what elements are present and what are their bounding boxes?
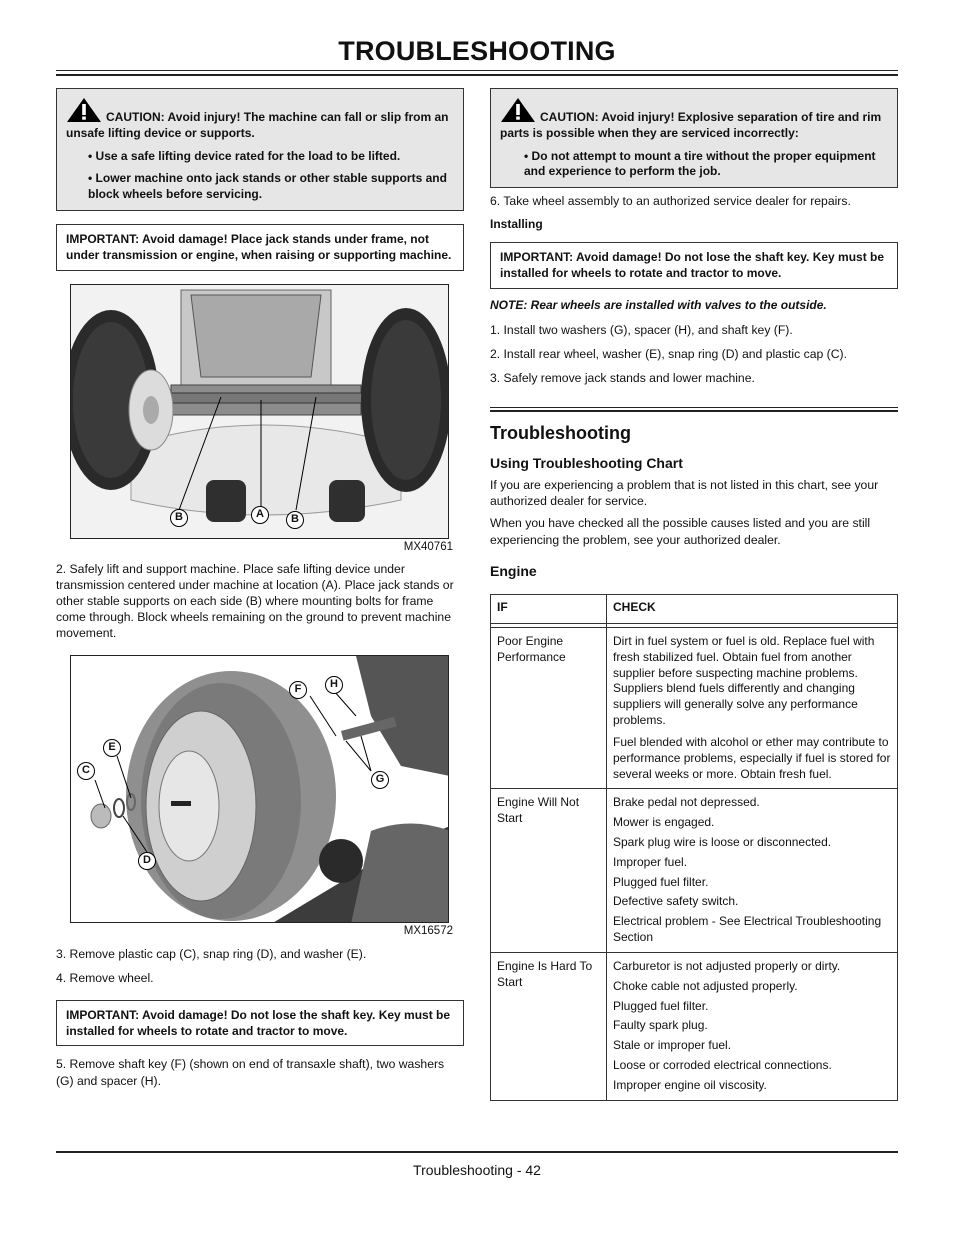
check-item: Choke cable not adjusted properly. (613, 978, 798, 993)
left-column (56, 88, 464, 1089)
install-step: 2. Install rear wheel, washer (E), snap ring (D) and plastic cap (C). (490, 346, 847, 361)
install-step: 3. Safely remove jack stands and lower machine. (490, 370, 755, 385)
callout-c: C (77, 762, 95, 780)
engine-heading: Engine (490, 562, 537, 579)
right-column (490, 88, 898, 1101)
troubleshooting-table (490, 594, 898, 1101)
check-cell (607, 627, 898, 788)
callout-e: E (103, 739, 121, 757)
check-item: Mower is engaged. (613, 815, 715, 830)
callout-h: H (325, 676, 343, 694)
section-rule-thick (490, 410, 898, 412)
check-item: Plugged fuel filter. (613, 998, 709, 1013)
section-rule (490, 407, 898, 408)
check-item: Fuel blended with alcohol or ether may contribute to performance problems, especially if fuel is stored for several weeks or more. Obtain fresh fuel. (613, 734, 891, 781)
step-text: 5. Remove shaft key (F) (shown on end of transaxle shaft), two washers (G) and spacer (H). (56, 1057, 445, 1088)
table-row (491, 952, 898, 1100)
tractor-underside-illustration (71, 285, 449, 539)
callout-b: B (170, 509, 188, 527)
caution-text: CAUTION: Avoid injury! The machine can fall or slip from an unsafe lifting device or supports. (66, 110, 449, 140)
figure-caption: MX40761 (403, 540, 453, 553)
page-title: TROUBLESHOOTING (338, 36, 616, 66)
check-item: Loose or corroded electrical connections. (613, 1058, 832, 1073)
important-box-shaft-key: IMPORTANT: Avoid damage! Do not lose the shaft key. Key must be installed for wheels to rotate and tractor to move. (490, 242, 898, 289)
callout-f: F (289, 681, 307, 699)
table-row (491, 627, 898, 788)
caution-box-tire (490, 88, 898, 188)
check-item: Defective safety switch. (613, 894, 739, 909)
check-item: Improper engine oil viscosity. (613, 1077, 767, 1092)
caution-bullet: • Use a safe lifting device rated for the load to be lifted. (88, 148, 401, 163)
callout-a: A (251, 506, 269, 524)
section-title: Troubleshooting (490, 423, 631, 443)
important-box-shaft-key: IMPORTANT: Avoid damage! Do not lose the shaft key. Key must be installed for wheels to rotate and tractor to move. (56, 1000, 464, 1047)
warning-triangle-icon (66, 97, 102, 123)
footer-rule (56, 1151, 898, 1153)
caution-text: CAUTION: Avoid injury! Explosive separation of tire and rim parts is possible when they are serviced incorrectly: (500, 110, 882, 140)
if-cell: Engine Will Not Start (491, 789, 607, 953)
check-item: Improper fuel. (613, 854, 688, 869)
caution-bullet: • Lower machine onto jack stands or other stable supports and block wheels before servicing. (88, 171, 447, 202)
callout-d: D (138, 852, 156, 870)
table-header-row (491, 595, 898, 624)
note-text: NOTE: Rear wheels are installed with valves to the outside. (490, 297, 827, 312)
caution-bullet: • Do not attempt to mount a tire without the proper equipment and experience to perform the job. (524, 148, 876, 179)
check-item: Faulty spark plug. (613, 1018, 708, 1033)
page-footer: Troubleshooting - 42 (413, 1162, 541, 1178)
title-rule (56, 70, 898, 71)
column-header-check: CHECK (607, 595, 898, 624)
step-text: 2. Safely lift and support machine. Place safe lifting device under transmission centered under machine at location (A). Place jack stands or other stable supports on each side (B) where mounting bolts for frame come through. Block wheels remaining on the ground to prevent machine movement. (56, 561, 454, 641)
table-row (491, 789, 898, 953)
check-item: Stale or improper fuel. (613, 1038, 732, 1053)
warning-triangle-icon (500, 97, 536, 123)
check-item: Plugged fuel filter. (613, 874, 709, 889)
if-cell: Poor Engine Performance (491, 627, 607, 788)
callout-b: B (286, 511, 304, 529)
wheel-removal-illustration (71, 656, 449, 923)
check-item: Brake pedal not depressed. (613, 795, 760, 810)
step-text: 6. Take wheel assembly to an authorized service dealer for repairs. (490, 194, 851, 209)
subsection-title: Using Troubleshooting Chart (490, 454, 683, 471)
check-item: Carburetor is not adjusted properly or dirty. (613, 958, 841, 973)
column-header-if: IF (491, 595, 607, 624)
caution-box-lifting (56, 88, 464, 211)
important-box-jack-stands: IMPORTANT: Avoid damage! Place jack stands under frame, not under transmission or engine, when raising or supporting machine. (56, 224, 464, 271)
callout-g: G (371, 771, 389, 789)
installing-heading: Installing (490, 217, 543, 232)
step-text: 3. Remove plastic cap (C), snap ring (D), and washer (E). (56, 946, 367, 961)
figure-caption: MX16572 (403, 925, 453, 938)
check-cell (607, 789, 898, 953)
check-cell (607, 952, 898, 1100)
title-rule-thick (56, 74, 898, 76)
if-cell: Engine Is Hard To Start (491, 952, 607, 1100)
check-item: Dirt in fuel system or fuel is old. Replace fuel with fresh stabilized fuel. Obtain fuel from another supplier before suspecting machine problems. Suppliers blend fuels differently and changing suppliers will generally solve any performance problems. (613, 633, 875, 728)
figure-wheel-removal (70, 655, 449, 923)
figure-tractor-underside (70, 284, 449, 539)
check-item: Spark plug wire is loose or disconnected. (613, 835, 832, 849)
install-step: 1. Install two washers (G), spacer (H), and shaft key (F). (490, 322, 793, 337)
intro-paragraph: If you are experiencing a problem that is not listed in this chart, see your authorized dealer for service. (490, 478, 879, 509)
intro-paragraph: When you have checked all the possible causes listed and you are still experiencing the problem, see your authorized dealer. (490, 516, 871, 547)
check-item: Electrical problem - See Electrical Troubleshooting Section (613, 914, 882, 945)
step-text: 4. Remove wheel. (56, 970, 154, 985)
